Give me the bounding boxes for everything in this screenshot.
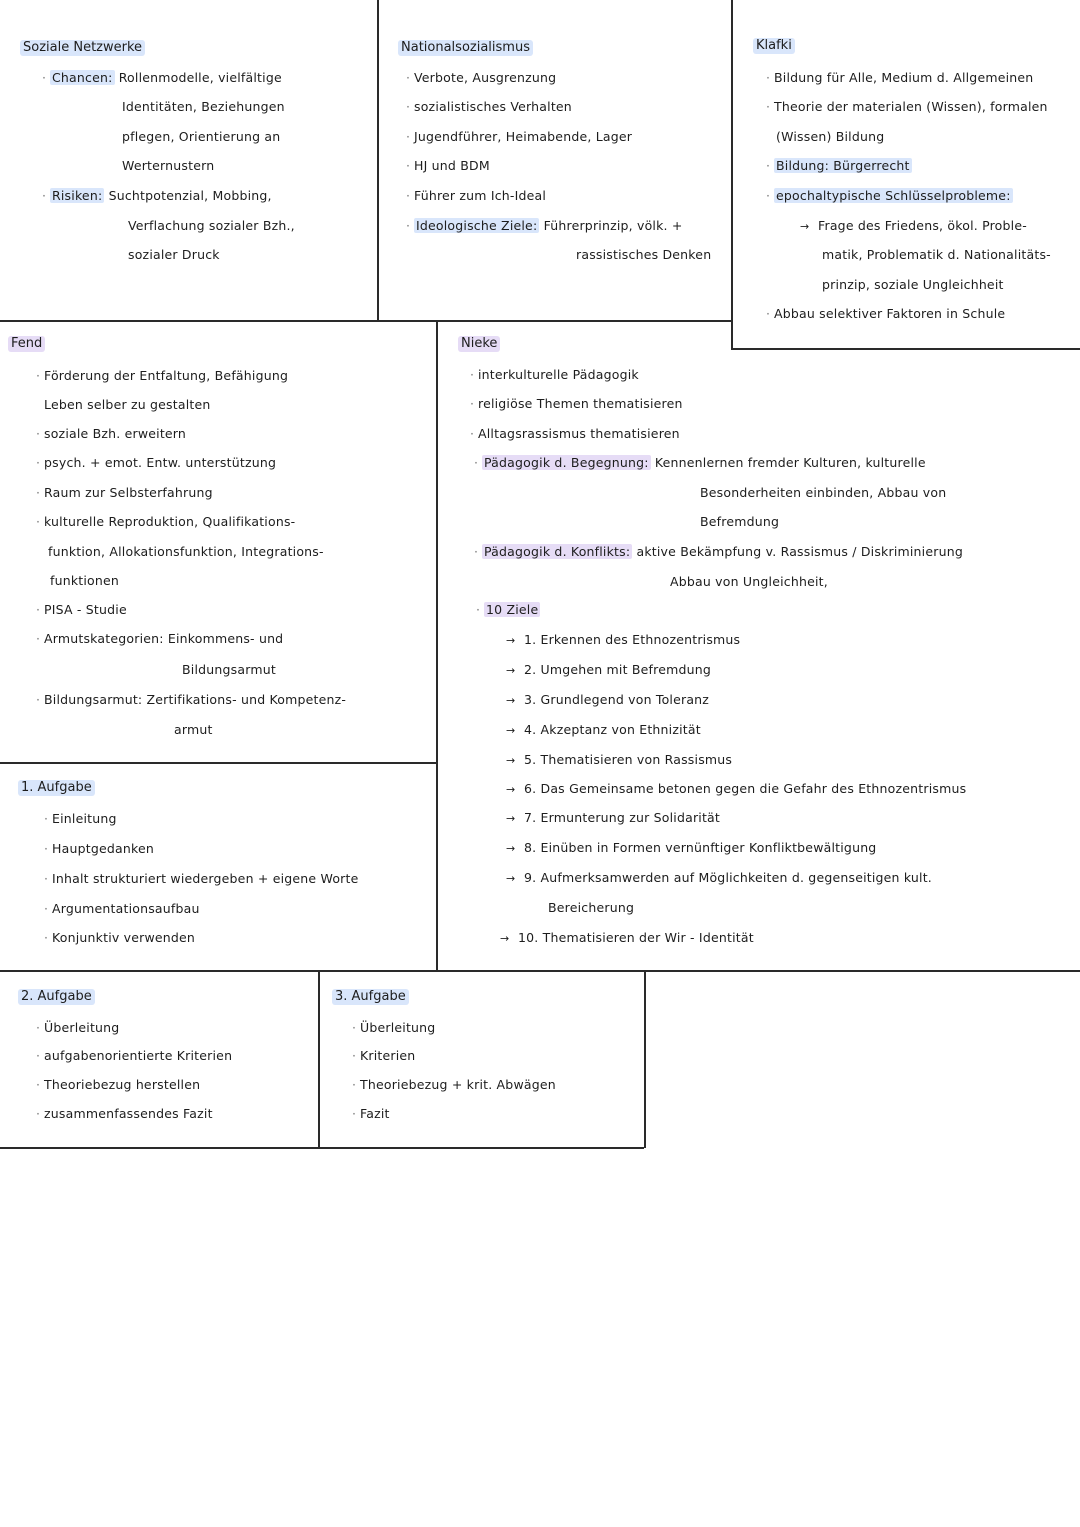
klafki-line-2: · Theorie der materialen (Wissen), formalen <box>766 99 1048 114</box>
ziel-item: → 10. Thematisieren der Wir - Identität <box>500 930 754 945</box>
section-title: 1. Aufgabe <box>18 780 95 796</box>
klafki-line-9: · Abbau selektiver Faktoren in Schule <box>766 306 1006 321</box>
ziel-item: → 6. Das Gemeinsame betonen gegen die Gefahr des Ethnozentrismus <box>506 781 967 796</box>
list-item: · zusammenfassendes Fazit <box>36 1106 213 1121</box>
ziel-item: → 2. Umgehen mit Befremdung <box>506 662 711 677</box>
klafki-line-1: · Bildung für Alle, Medium d. Allgemeinen <box>766 70 1034 85</box>
divider-v4 <box>318 970 320 1148</box>
ziel-item: → 3. Grundlegend von Toleranz <box>506 692 710 707</box>
chancen-line-3: pflegen, Orientierung an <box>122 129 281 144</box>
klafki-line-7: matik, Problematik d. Nationalitäts- <box>822 247 1051 262</box>
fend-line-5: · Raum zur Selbsterfahrung <box>36 485 213 500</box>
list-item: · Theoriebezug + krit. Abwägen <box>352 1077 556 1092</box>
section-title: 2. Aufgabe <box>18 989 95 1005</box>
fend-line-7: funktion, Allokationsfunktion, Integrations- <box>48 544 324 559</box>
nieke-line-2: · religiöse Themen thematisieren <box>470 396 683 411</box>
divider-h3 <box>0 762 436 764</box>
list-item: · Theoriebezug herstellen <box>36 1077 201 1092</box>
list-item: · Überleitung <box>36 1020 120 1035</box>
chancen-line-2: Identitäten, Beziehungen <box>122 99 285 114</box>
konflikt-line-1: · Pädagogik d. Konflikts: aktive Bekämpfung v. Rassismus / Diskriminierung <box>474 544 963 559</box>
ziel-item: → 7. Ermunterung zur Solidarität <box>506 810 721 825</box>
divider-h1 <box>0 320 731 322</box>
chancen-line-1: · Chancen: Rollenmodelle, vielfältige <box>42 70 282 85</box>
klafki-line-6: → Frage des Friedens, ökol. Proble- <box>800 218 1027 233</box>
fend-line-4: · psych. + emot. Entw. unterstützung <box>36 455 277 470</box>
list-item: · Inhalt strukturiert wiedergeben + eigene Worte <box>44 871 359 886</box>
section-title: Nationalsozialismus <box>398 40 533 56</box>
list-item: · HJ und BDM <box>406 158 490 173</box>
fend-line-1: · Förderung der Entfaltung, Befähigung <box>36 368 289 383</box>
risiken-line-1: · Risiken: Suchtpotenzial, Mobbing, <box>42 188 272 203</box>
chancen-line-4: Werternustern <box>122 158 215 173</box>
fend-line-11: Bildungsarmut <box>182 662 276 677</box>
fend-line-2: Leben selber zu gestalten <box>44 397 211 412</box>
fend-line-10: · Armutskategorien: Einkommens- und <box>36 631 284 646</box>
list-item: · sozialistisches Verhalten <box>406 99 572 114</box>
divider-v1 <box>377 0 379 320</box>
ideologische-ziele-line-1: · Ideologische Ziele: Führerprinzip, völk. + <box>406 218 683 233</box>
divider-v2 <box>731 0 733 348</box>
fend-line-12: · Bildungsarmut: Zertifikations- und Kompetenz- <box>36 692 347 707</box>
list-item: · Hauptgedanken <box>44 841 154 856</box>
klafki-line-3: (Wissen) Bildung <box>776 129 885 144</box>
begegnung-line-2: Besonderheiten einbinden, Abbau von <box>700 485 947 500</box>
nieke-line-1: · interkulturelle Pädagogik <box>470 367 639 382</box>
fend-line-9: · PISA - Studie <box>36 602 127 617</box>
fend-line-8: funktionen <box>50 573 120 588</box>
ziel-item: → 4. Akzeptanz von Ethnizität <box>506 722 701 737</box>
ziel-item: → 1. Erkennen des Ethnozentrismus <box>506 632 741 647</box>
klafki-line-4: · Bildung: Bürgerrecht <box>766 158 910 173</box>
konflikt-line-2: Abbau von Ungleichheit, <box>670 574 828 589</box>
divider-h4 <box>0 970 1080 972</box>
list-item: · Überleitung <box>352 1020 436 1035</box>
section-title: Fend <box>8 336 45 352</box>
ziele-title: · 10 Ziele <box>476 602 539 617</box>
list-item: · aufgabenorientierte Kriterien <box>36 1048 233 1063</box>
list-item: · Einleitung <box>44 811 117 826</box>
ziel-item: → 9. Aufmerksamwerden auf Möglichkeiten d. gegenseitigen kult. <box>506 870 932 885</box>
fend-line-6: · kulturelle Reproduktion, Qualifikations- <box>36 514 296 529</box>
divider-v5 <box>644 970 646 1148</box>
divider-v3 <box>436 320 438 970</box>
fend-line-3: · soziale Bzh. erweitern <box>36 426 187 441</box>
list-item: · Konjunktiv verwenden <box>44 930 196 945</box>
list-item: · Argumentationsaufbau <box>44 901 200 916</box>
ziel-item: → 8. Einüben in Formen vernünftiger Konfliktbewältigung <box>506 840 877 855</box>
ziel-item-continued: Bereicherung <box>548 900 635 915</box>
list-item: · Fazit <box>352 1106 390 1121</box>
divider-h2 <box>731 348 1080 350</box>
risiken-line-2: Verflachung sozialer Bzh., <box>128 218 295 233</box>
begegnung-line-3: Befremdung <box>700 514 780 529</box>
section-title: 3. Aufgabe <box>332 989 409 1005</box>
section-title: Nieke <box>458 336 500 352</box>
divider-h5 <box>0 1147 644 1149</box>
risiken-line-3: sozialer Druck <box>128 247 220 262</box>
list-item: · Kriterien <box>352 1048 416 1063</box>
nieke-line-3: · Alltagsrassismus thematisieren <box>470 426 680 441</box>
list-item: · Jugendführer, Heimabende, Lager <box>406 129 633 144</box>
section-title: Soziale Netzwerke <box>20 40 145 56</box>
klafki-line-5: · epochaltypische Schlüsselprobleme: <box>766 188 1011 203</box>
ideologische-ziele-line-2: rassistisches Denken <box>576 247 712 262</box>
list-item: · Verbote, Ausgrenzung <box>406 70 557 85</box>
fend-line-13: armut <box>174 722 213 737</box>
ziel-item: → 5. Thematisieren von Rassismus <box>506 752 733 767</box>
section-title: Klafki <box>753 38 795 54</box>
list-item: · Führer zum Ich-Ideal <box>406 188 547 203</box>
klafki-line-8: prinzip, soziale Ungleichheit <box>822 277 1004 292</box>
begegnung-line-1: · Pädagogik d. Begegnung: Kennenlernen fremder Kulturen, kulturelle <box>474 455 926 470</box>
